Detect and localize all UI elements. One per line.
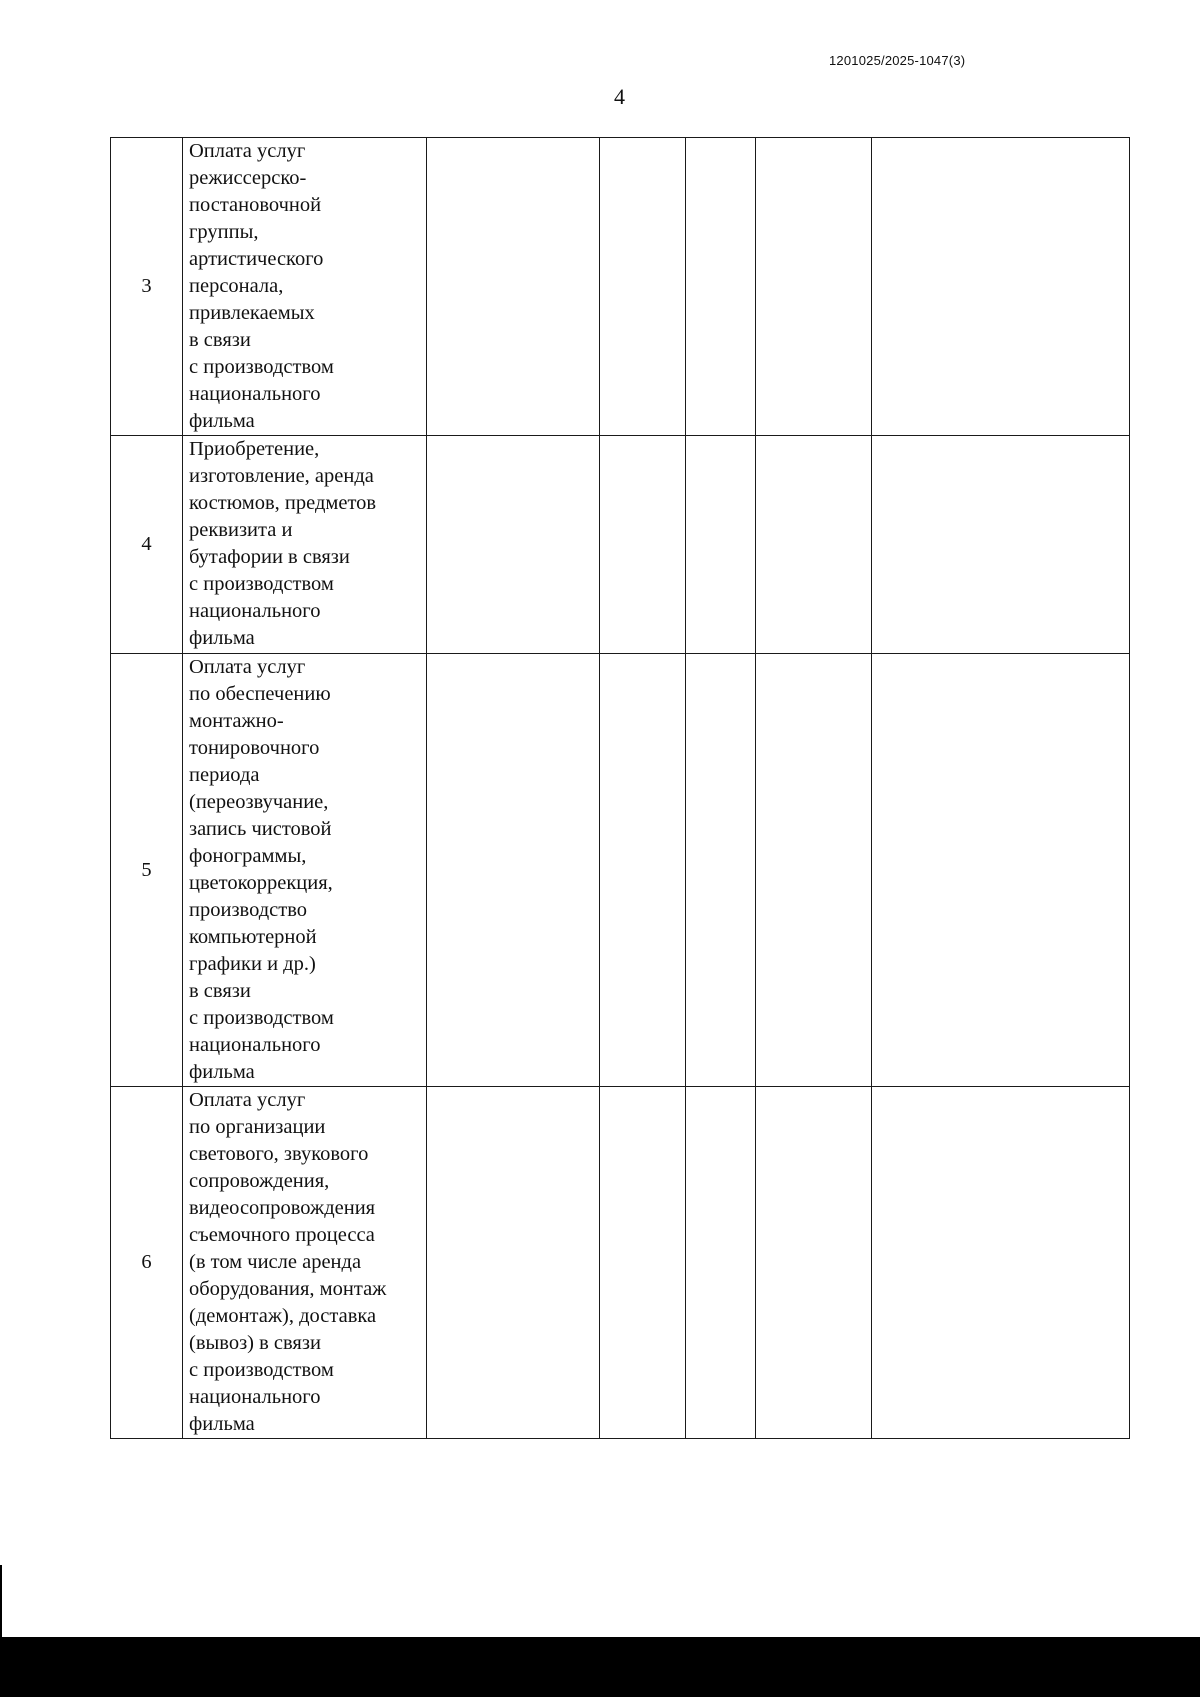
row-description [183, 1087, 427, 1439]
description-line: Оплата услуг [189, 1089, 306, 1111]
description-line: в связи [189, 329, 251, 351]
empty-cell [686, 1087, 756, 1439]
description-line: в связи [189, 980, 251, 1002]
description-line: с производством [189, 1359, 334, 1381]
description-line: фильма [189, 410, 255, 432]
document-id: 1201025/2025-1047(3) [829, 53, 966, 68]
description-line: графики и др.) [189, 953, 316, 975]
empty-cell [872, 654, 1130, 1087]
row-description [183, 138, 427, 436]
empty-cell [756, 1087, 872, 1439]
row-description [183, 654, 427, 1087]
description-line: фильма [189, 627, 255, 649]
empty-cell [427, 1087, 600, 1439]
empty-cell [872, 1087, 1130, 1439]
table-row [111, 436, 1130, 654]
empty-cell [600, 1087, 686, 1439]
description-line: с производством [189, 356, 334, 378]
description-line: монтажно- [189, 710, 284, 732]
empty-cell [686, 138, 756, 436]
description-line: привлекаемых [189, 302, 315, 324]
row-description [183, 436, 427, 654]
description-line: компьютерной [189, 926, 317, 948]
description-line: (переозвучание, [189, 791, 329, 813]
empty-cell [600, 138, 686, 436]
empty-cell [686, 436, 756, 654]
description-line: костюмов, предметов [189, 492, 377, 514]
empty-cell [427, 654, 600, 1087]
empty-cell [872, 138, 1130, 436]
description-line: Оплата услуг [189, 656, 306, 678]
description-line: по обеспечению [189, 683, 331, 705]
description-line: (вывоз) в связи [189, 1332, 321, 1354]
empty-cell [600, 654, 686, 1087]
expense-table [110, 137, 1130, 1439]
empty-cell [872, 436, 1130, 654]
description-line: периода [189, 764, 260, 786]
description-line: изготовление, аренда [189, 465, 374, 487]
description-line: режиссерско- [189, 167, 307, 189]
empty-cell [756, 436, 872, 654]
description-line: Оплата услуг [189, 140, 306, 162]
row-number: 5 [111, 654, 183, 1087]
page-number: 4 [614, 84, 625, 109]
description-line: производство [189, 899, 308, 921]
description-line: персонала, [189, 275, 284, 297]
description-line: с производством [189, 573, 334, 595]
description-line: национального [189, 1386, 321, 1408]
description-line: фильма [189, 1061, 255, 1083]
description-line: национального [189, 383, 321, 405]
empty-cell [427, 436, 600, 654]
description-line: бутафории в связи [189, 546, 350, 568]
description-line: светового, звукового [189, 1143, 369, 1165]
table-row [111, 1087, 1130, 1439]
description-line: тонировочного [189, 737, 320, 759]
table-row [111, 138, 1130, 436]
empty-cell [600, 436, 686, 654]
table-row [111, 654, 1130, 1087]
description-line: фонограммы, [189, 845, 307, 867]
description-line: фильма [189, 1413, 255, 1435]
description-line: запись чистовой [189, 818, 332, 840]
description-line: национального [189, 600, 321, 622]
description-line: группы, [189, 221, 259, 243]
description-line: видеосопровождения [189, 1197, 376, 1219]
empty-cell [756, 138, 872, 436]
empty-cell [756, 654, 872, 1087]
scan-bottom-band [0, 1637, 1200, 1697]
description-line: постановочной [189, 194, 322, 216]
description-line: национального [189, 1034, 321, 1056]
row-number: 4 [111, 436, 183, 654]
scan-edge [0, 1565, 2, 1637]
description-line: съемочного процесса [189, 1224, 375, 1246]
description-line: сопровождения, [189, 1170, 330, 1192]
description-line: Приобретение, [189, 438, 320, 460]
row-number: 6 [111, 1087, 183, 1439]
row-number: 3 [111, 138, 183, 436]
description-line: цветокоррекция, [189, 872, 333, 894]
description-line: артистического [189, 248, 324, 270]
description-line: (демонтаж), доставка [189, 1305, 377, 1327]
description-line: оборудования, монтаж [189, 1278, 387, 1300]
description-line: с производством [189, 1007, 334, 1029]
description-line: по организации [189, 1116, 326, 1138]
empty-cell [686, 654, 756, 1087]
empty-cell [427, 138, 600, 436]
description-line: (в том числе аренда [189, 1251, 362, 1273]
description-line: реквизита и [189, 519, 293, 541]
